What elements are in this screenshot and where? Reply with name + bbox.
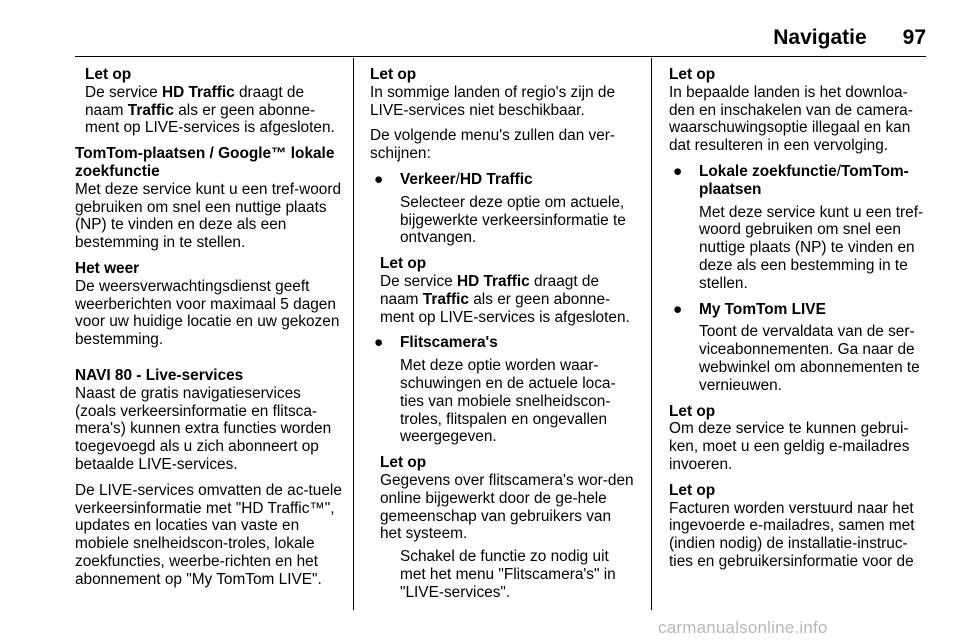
- live-title: NAVI 80 - Live-services: [75, 366, 244, 384]
- tomtom-text: Met deze service kunt u een tref-woord gebruiken om snel een nuttige plaats (NP) te vinden en deze als een bestemming in te stellen.: [75, 180, 342, 252]
- note-text: In bepaalde landen is het downloa-den en inschakelen van de camera-waarschuwingsoptie illegaal en kan dat resulteren in een vervolging.: [669, 83, 913, 155]
- bullet-icon: ●: [374, 170, 384, 188]
- bullet-icon: ●: [673, 162, 683, 180]
- note-text: De service HD Traffic draagt de naam Traffic als er geen abonne-ment op LIVE-services is afgesloten.: [380, 272, 630, 326]
- note-text: Gegevens over flitscamera's wor-den online bijgewerkt door de ge-hele gemeenschap van gebruikers van het systeem.: [380, 471, 634, 543]
- bullet-icon: ●: [374, 334, 384, 352]
- list-item-text: Met deze service kunt u een tref-woord gebruiken om snel een nuttige plaats (NP) te vinden en deze als een bestemming in te stellen.: [699, 203, 924, 292]
- list-item-text: Toont de vervaldata van de ser-viceabonnementen. Ga naar de webwinkel om abonnementen te vernieuwen.: [699, 323, 920, 394]
- note-box: [370, 66, 636, 119]
- page-number: 97: [902, 26, 926, 49]
- list-item-title: Flitscamera's: [400, 334, 498, 352]
- note-text: Om deze service te kunnen gebrui-ken, moet u een geldig e-mailadres invoeren.: [669, 420, 910, 473]
- note-text: In sommige landen of regio's zijn de LIVE-services niet beschikbaar.: [370, 83, 616, 119]
- bullet-icon: ●: [673, 300, 683, 318]
- tomtom-section: [75, 145, 343, 252]
- live-section: [75, 367, 343, 474]
- note-heading: Let op: [669, 402, 716, 420]
- column-divider-2: [651, 58, 652, 610]
- list-item-title: My TomTom LIVE: [699, 300, 826, 318]
- note-heading: Let op: [669, 66, 716, 83]
- list-item: [370, 171, 636, 247]
- list-item-title: Verkeer/HD Traffic: [400, 170, 533, 188]
- note-box: [75, 66, 343, 137]
- column-2: [370, 66, 636, 610]
- live-text-2: De LIVE-services omvatten de ac-tuele verkeersinformatie met "HD Traffic™", updates en locaties van vaste en mobiele snelheidscon-troles, lokale zoekfuncties, weerbe-richten en het abonnement op "My TomTom LIVE".: [75, 481, 342, 588]
- note-heading: Let op: [85, 66, 132, 83]
- note-box: [370, 255, 636, 326]
- note-box: [669, 66, 931, 155]
- watermark: carmanualsonline.info: [658, 618, 828, 637]
- list-item-text: Met deze optie worden waar-schuwingen en de actuele loca-ties van mobiele snelheidscon-troles, flitspalen en ongevallen weergegeven.: [400, 357, 616, 446]
- note-heading: Let op: [380, 255, 427, 273]
- menus-intro: De volgende menu's zullen dan ver-schijnen:: [370, 127, 616, 163]
- note-heading: Let op: [669, 481, 716, 499]
- note-text: Facturen worden verstuurd naar het ingevoerde e-mailadres, samen met (indien nodig) de installatie-instruc-ties en gebruikersinformatie voor de: [669, 499, 915, 570]
- list-item: [669, 301, 931, 395]
- note-box: [669, 482, 931, 571]
- column-1: [75, 66, 343, 597]
- page-header: [773, 26, 926, 52]
- live-text-1: Naast de gratis navigatieservices (zoals verkeersinformatie en flitsca-mera's) kunnen extra functies worden toegevoegd als u zich abonneert op betaalde LIVE-services.: [75, 384, 332, 473]
- list-item: [370, 334, 636, 446]
- weather-title: Het weer: [75, 259, 140, 277]
- note-subtext: Schakel de functie zo nodig uit met het menu "Flitscamera's" in "LIVE-services".: [400, 548, 616, 601]
- note-heading: Let op: [380, 454, 427, 472]
- header-rule: [75, 56, 926, 57]
- tomtom-title: TomTom-plaatsen / Google™ lokale zoekfunctie: [75, 145, 335, 180]
- column-divider-1: [353, 58, 354, 610]
- column-3: [669, 66, 931, 579]
- note-box: [669, 403, 931, 474]
- weather-text: De weersverwachtingsdienst geeft weerberichten voor maximaal 5 dagen voor uw huidige locatie en uw gekozen bestemming.: [75, 277, 340, 349]
- list-item-text: Selecteer deze optie om actuele, bijgewerkte verkeersinformatie te ontvangen.: [400, 193, 626, 247]
- weather-section: [75, 260, 343, 349]
- list-item-title: Lokale zoekfunctie/TomTom-plaatsen: [699, 162, 909, 198]
- note-box: [370, 454, 636, 601]
- list-item: [669, 163, 931, 293]
- note-text: De service HD Traffic draagt de naam Traffic als er geen abonne-ment op LIVE-services is afgesloten.: [85, 83, 335, 137]
- section-title: Navigatie: [773, 26, 867, 49]
- note-heading: Let op: [370, 66, 417, 83]
